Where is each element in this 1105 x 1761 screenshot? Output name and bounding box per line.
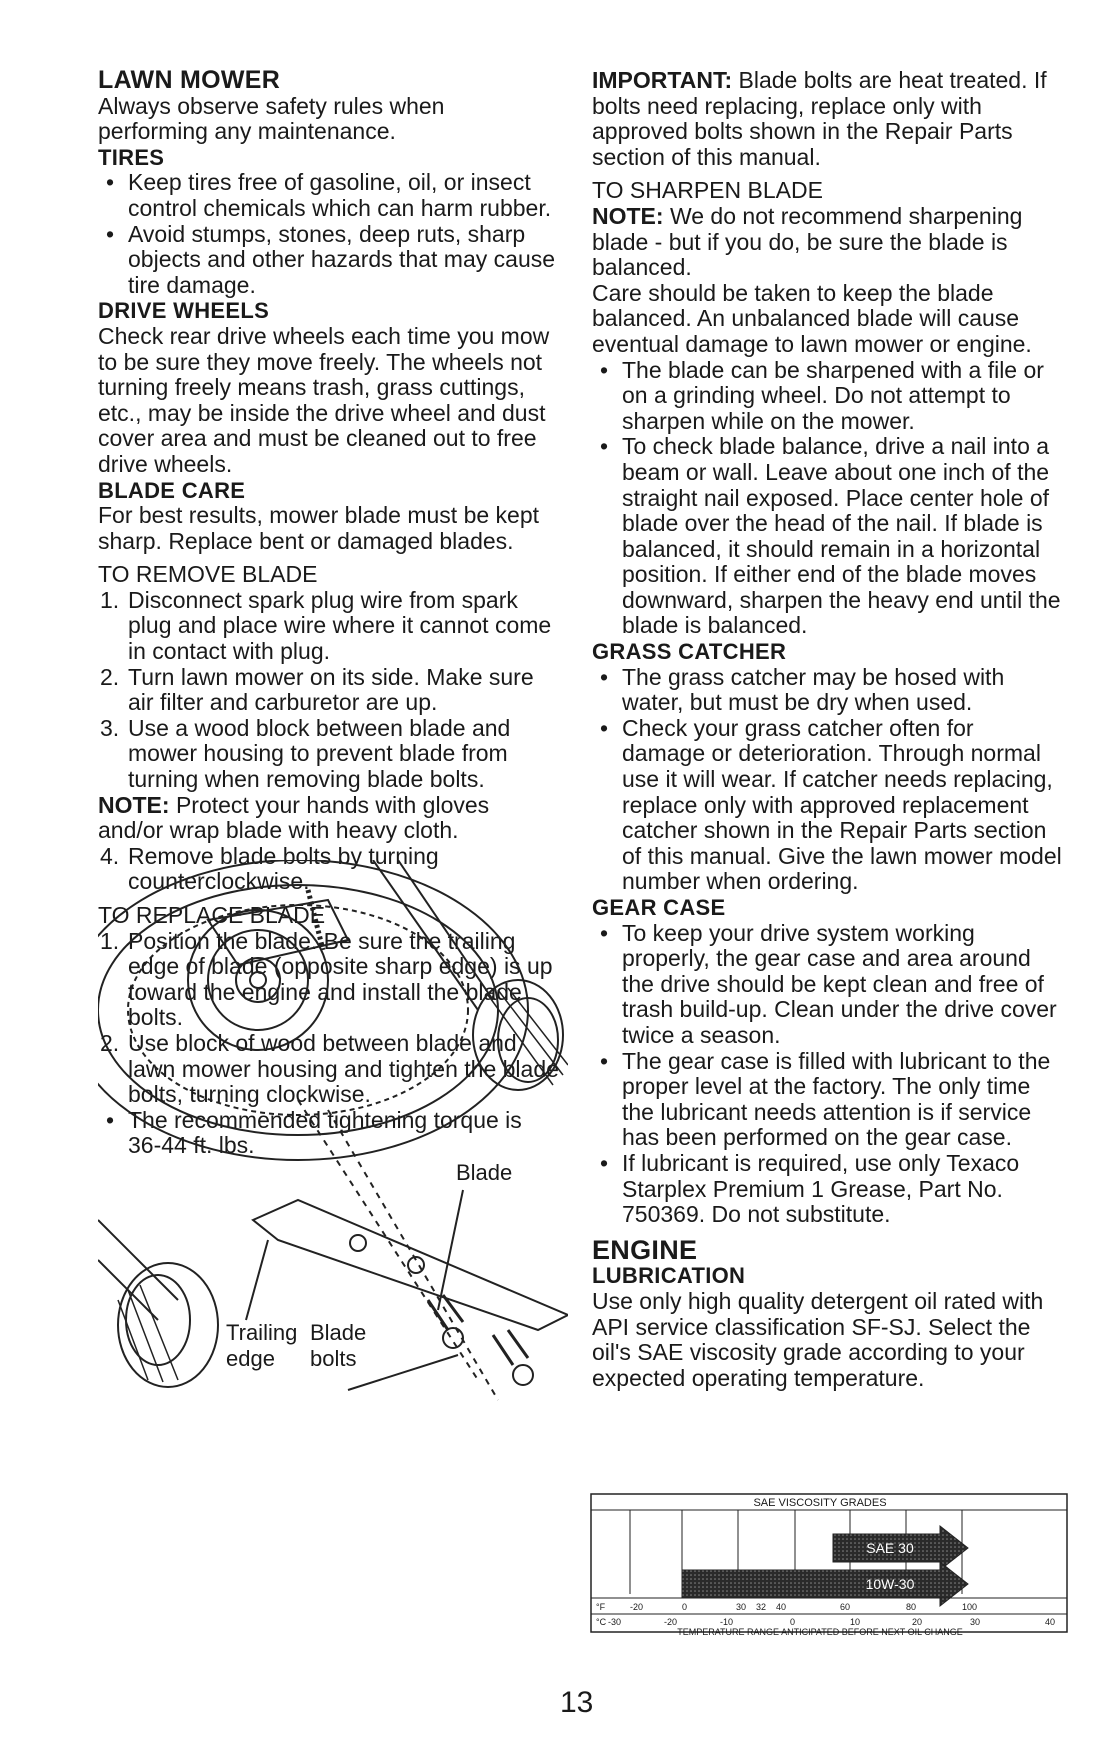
c-unit: °C bbox=[596, 1617, 607, 1627]
gear-case-list bbox=[592, 921, 1062, 1228]
chart-title: SAE VISCOSITY GRADES bbox=[753, 1497, 887, 1509]
grass-catcher-list bbox=[592, 665, 1062, 895]
wheel-right bbox=[473, 980, 563, 1090]
note-label: NOTE: bbox=[592, 202, 664, 229]
f-tick: -20 bbox=[630, 1602, 644, 1612]
label-bolts: bolts bbox=[310, 1346, 357, 1371]
grass-catcher-heading: GRASS CATCHER bbox=[592, 639, 787, 665]
f-tick: 30 bbox=[736, 1602, 747, 1612]
list-item: 2. Turn lawn mower on its side. Make sure air filter and carburetor are up. bbox=[100, 663, 534, 716]
c-tick: 30 bbox=[970, 1617, 981, 1627]
lawn-mower-intro: Always observe safety rules when performing any maintenance. bbox=[98, 92, 445, 145]
c-tick: -20 bbox=[664, 1617, 678, 1627]
f-tick: 60 bbox=[840, 1602, 851, 1612]
list-item: 1. Position the blade. Be sure the trailing edge of blade (opposite sharp edge) is up toward the engine and install the blade bolts. bbox=[100, 927, 553, 1031]
sharpen-blade-heading: TO SHARPEN BLADE bbox=[592, 177, 823, 204]
blade-care-text: For best results, mower blade must be kept sharp. Replace bent or damaged blades. bbox=[98, 502, 540, 554]
sharpen-list bbox=[592, 358, 1062, 640]
list-item: 2. Use block of wood between blade and lawn mower housing and tighten the blade bolts, turning clockwise. bbox=[100, 1029, 559, 1108]
mower-deck-outline bbox=[98, 860, 528, 1160]
f-tick: 100 bbox=[962, 1602, 978, 1612]
c-tick: 40 bbox=[1045, 1617, 1056, 1627]
bar-sae30-label: SAE 30 bbox=[866, 1540, 914, 1556]
important-paragraph: IMPORTANT: Blade bolts are heat treated. If bolts need replacing, replace only with approved bolts shown in the Repair Parts section of this manual. bbox=[592, 67, 1047, 170]
drive-wheels-heading: DRIVE WHEELS bbox=[98, 298, 270, 324]
label-trailing: Trailing bbox=[226, 1320, 298, 1345]
chart-frame bbox=[591, 1494, 1067, 1632]
viscosity-chart bbox=[590, 1486, 1070, 1636]
list-item: • Check your grass catcher often for damage or deterioration. Through normal use it will wear. If catcher needs replacing, replace only with approved replacement catcher shown in the Repair Parts section of this manual. Give the lawn mower model number when ordering. bbox=[592, 716, 1062, 895]
blade-shape bbox=[253, 1200, 568, 1330]
bolt-icon bbox=[443, 1328, 463, 1348]
blade-bolts-leader bbox=[348, 1355, 458, 1390]
list-item: 3. Use a wood block between blade and mower housing to prevent blade from turning when removing blade bolts. bbox=[100, 714, 511, 793]
list-item: • The grass catcher may be hosed with water, but must be dry when used. bbox=[592, 665, 1062, 716]
drive-wheels-text: Check rear drive wheels each time you mow to be sure they move freely. The wheels not turning freely means trash, grass cuttings, etc., may be inside the drive wheel and dust cover area and must be cleaned out to free drive wheels. bbox=[98, 322, 550, 477]
bar-10w30-label: 10W-30 bbox=[865, 1576, 915, 1592]
label-blade: Blade bbox=[456, 1160, 513, 1185]
bolt-icon bbox=[513, 1365, 533, 1385]
f-tick: 32 bbox=[756, 1602, 767, 1612]
label-blade-2: Blade bbox=[310, 1320, 367, 1345]
f-tick: 0 bbox=[682, 1602, 688, 1612]
engine-heading: ENGINE bbox=[592, 1234, 698, 1265]
lawn-mower-heading: LAWN MOWER bbox=[98, 66, 281, 94]
f-tick: 80 bbox=[906, 1602, 917, 1612]
list-item: • The gear case is filled with lubricant to the proper level at the factory. The only time the lubricant needs attention is if service has been performed on the gear case. bbox=[592, 1049, 1062, 1151]
blade-illustration bbox=[98, 860, 568, 1712]
replace-blade-heading: TO REPLACE BLADE bbox=[98, 902, 326, 928]
label-edge: edge bbox=[226, 1346, 275, 1371]
list-item: • Keep tires free of gasoline, oil, or insect control chemicals which can harm rubber. bbox=[98, 170, 560, 221]
list-item: • Avoid stumps, stones, deep ruts, sharp objects and other hazards that may cause tire damage. bbox=[98, 222, 560, 299]
wheel-left bbox=[118, 1263, 218, 1387]
trailing-edge-leader bbox=[246, 1240, 268, 1320]
note-label: NOTE: bbox=[98, 791, 170, 818]
sharpen-text: Care should be taken to keep the blade balanced. An unbalanced blade will cause eventual damage to lawn mower or engine. bbox=[592, 279, 1032, 357]
list-item: • The recommended tightening torque is 36-44 ft. lbs. bbox=[98, 1108, 560, 1159]
page-number: 13 bbox=[560, 1686, 594, 1719]
c-tick: 20 bbox=[912, 1617, 923, 1627]
sharpen-note: NOTE: We do not recommend sharpening blade - but if you do, be sure the blade is balanced. bbox=[592, 202, 1023, 281]
blade-care-heading: BLADE CARE bbox=[98, 477, 246, 503]
c-tick: -10 bbox=[720, 1617, 734, 1627]
list-item: • To keep your drive system working properly, the gear case and area around the drive should be kept clean and free of trash build-up. Clean under the drive cover twice a season. bbox=[592, 921, 1062, 1049]
list-item: • To check blade balance, drive a nail into a beam or wall. Leave about one inch of the straight nail exposed. Place center hole of blade over the head of the nail. If blade is balanced, it should remain in a horizontal position. If either end of the blade moves downward, sharpen the heavy end until the blade is balanced. bbox=[592, 434, 1062, 639]
remove-steps bbox=[98, 588, 560, 793]
c-tick: -30 bbox=[608, 1617, 622, 1627]
list-item: 1. Disconnect spark plug wire from spark plug and place wire where it cannot come in contact with plug. bbox=[100, 586, 552, 665]
remove-blade-heading: TO REMOVE BLADE bbox=[98, 561, 318, 588]
tires-list bbox=[98, 170, 560, 298]
list-item: • If lubricant is required, use only Texaco Starplex Premium 1 Grease, Part No. 750369. Do not substitute. bbox=[592, 1151, 1062, 1228]
list-item: 4. Remove blade bolts by turning counterclockwise. bbox=[100, 842, 439, 895]
right-column bbox=[592, 68, 1062, 1391]
bar-10w30 bbox=[682, 1562, 968, 1606]
chart-footer: TEMPERATURE RANGE ANTICIPATED BEFORE NEXT OIL CHANGE bbox=[677, 1627, 963, 1636]
tires-heading: TIRES bbox=[98, 144, 165, 170]
c-tick: 0 bbox=[790, 1617, 796, 1627]
lubrication-text: Use only high quality detergent oil rated with API service classification SF-SJ. Select the oil's SAE viscosity grade according to your expected operating temperature. bbox=[592, 1287, 1044, 1391]
c-tick: 10 bbox=[850, 1617, 861, 1627]
f-unit: °F bbox=[596, 1602, 606, 1612]
gear-case-heading: GEAR CASE bbox=[592, 895, 726, 920]
blade-leader bbox=[438, 1190, 463, 1310]
important-label: IMPORTANT: bbox=[592, 67, 733, 93]
remove-note: NOTE: Protect your hands with gloves and/or wrap blade with heavy cloth. bbox=[98, 791, 490, 844]
lubrication-heading: LUBRICATION bbox=[592, 1263, 746, 1289]
f-tick: 40 bbox=[776, 1602, 787, 1612]
list-item: • The blade can be sharpened with a file or on a grinding wheel. Do not attempt to sharpen while on the mower. bbox=[592, 358, 1062, 435]
